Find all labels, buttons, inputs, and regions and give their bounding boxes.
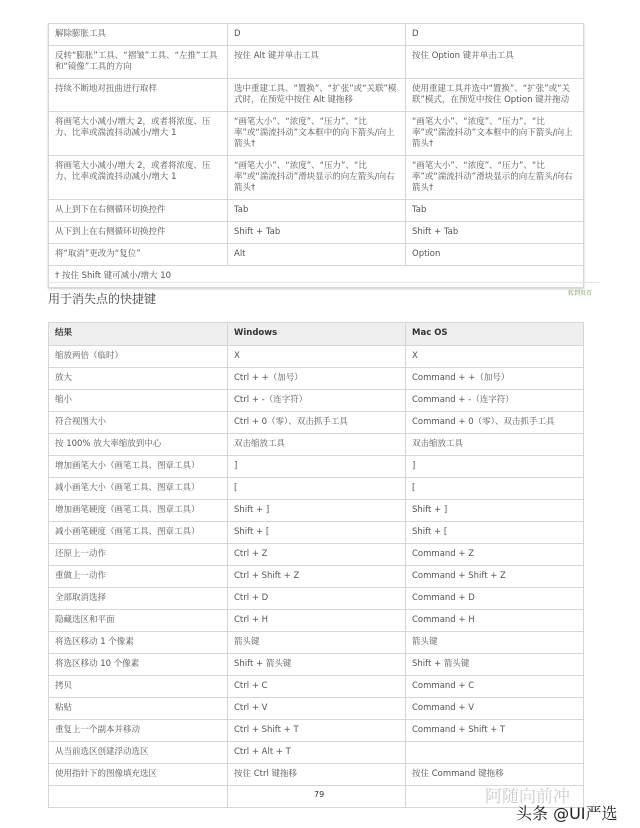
- table-row: [49, 478, 584, 500]
- table-row: [49, 544, 584, 566]
- table-row: [49, 412, 584, 434]
- table-cell: 持续不断地对扭曲进行取样: [49, 79, 228, 112]
- table-cell: 箭头键: [406, 632, 584, 654]
- table-cell: 将画笔大小减小/增大 2，或者将浓度、压力、比率或湍流抖动减小/增大 1: [49, 156, 228, 200]
- table-cell: [: [228, 478, 406, 500]
- table-cell: “画笔大小”、“浓度”、“压力”、“比率”或“湍流抖动”文本框中的向下箭头/向上箭头†: [228, 112, 406, 156]
- table-cell: Shift + Tab: [406, 222, 584, 244]
- table-row: [49, 46, 584, 79]
- table-cell: 双击缩放工具: [406, 434, 584, 456]
- watermark-text: 阿随向前冲: [485, 787, 570, 807]
- table-row: [49, 522, 584, 544]
- table-cell: “画笔大小”、“浓度”、“压力”、“比率”或“湍流抖动”滑块显示的向左箭头/向右箭头†: [228, 156, 406, 200]
- footnote-row: [49, 266, 584, 288]
- table-row: [49, 632, 584, 654]
- table-cell: 减小画笔硬度（画笔工具、图章工具）: [49, 522, 228, 544]
- table-cell: Shift + 箭头键: [228, 654, 406, 676]
- table-cell: 放大: [49, 368, 228, 390]
- section-title: 用于消失点的快捷键: [48, 292, 157, 306]
- table-row: [49, 390, 584, 412]
- table-cell: Shift + [: [406, 522, 584, 544]
- table-row: [49, 742, 584, 764]
- table-cell: 按住 Ctrl 键拖移: [228, 764, 406, 786]
- table-cell: 箭头键: [228, 632, 406, 654]
- table-cell: 减小画笔大小（画笔工具、图章工具）: [49, 478, 228, 500]
- table-cell: 将选区移动 1 个像素: [49, 632, 228, 654]
- table-cell: 缩放两倍（临时）: [49, 346, 228, 368]
- table-cell: Command + D: [406, 588, 584, 610]
- table-cell: 按住 Alt 键并单击工具: [228, 46, 406, 79]
- table-row: [49, 200, 584, 222]
- table-cell: Shift + Tab: [228, 222, 406, 244]
- table-cell: Command + Z: [406, 544, 584, 566]
- table-cell: Ctrl + Z: [228, 544, 406, 566]
- table-row: [49, 588, 584, 610]
- table-row: [49, 456, 584, 478]
- liquify-shortcuts-table: [48, 23, 584, 288]
- table-row: [49, 79, 584, 112]
- table-cell: 从下到上在右侧循环切换控件: [49, 222, 228, 244]
- vanishing-point-shortcuts-table: [48, 322, 584, 808]
- table-cell: X: [228, 346, 406, 368]
- table-cell: 按 100% 放大率缩放到中心: [49, 434, 228, 456]
- table-cell: Command + 0（零）、双击抓手工具: [406, 412, 584, 434]
- table-cell: X: [406, 346, 584, 368]
- table-row: [49, 654, 584, 676]
- table-cell: 选中重建工具、“置换”、“扩张”或“关联”模式时，在预览中按住 Alt 键拖移: [228, 79, 406, 112]
- table-cell: 粘贴: [49, 698, 228, 720]
- table-cell: [49, 786, 228, 808]
- table-cell: Command + H: [406, 610, 584, 632]
- table-cell: Shift + ]: [228, 500, 406, 522]
- table-cell: Command + +（加号）: [406, 368, 584, 390]
- table-cell: Ctrl + V: [228, 698, 406, 720]
- table-cell: 将“取消”更改为“复位”: [49, 244, 228, 266]
- table-cell: 从上到下在右侧循环切换控件: [49, 200, 228, 222]
- table-cell: Command + -（连字符）: [406, 390, 584, 412]
- table-row: [49, 610, 584, 632]
- table-cell: Ctrl + Shift + Z: [228, 566, 406, 588]
- table-cell: Command + C: [406, 676, 584, 698]
- table-cell: 反转“膨胀”工具、“褶皱”工具、“左推”工具和“镜像”工具的方向: [49, 46, 228, 79]
- table-row: [49, 244, 584, 266]
- table-cell: Option: [406, 244, 584, 266]
- table-cell: 增加画笔硬度（画笔工具、图章工具）: [49, 500, 228, 522]
- table-cell: 从当前选区创建浮动选区: [49, 742, 228, 764]
- table-cell: “画笔大小”、“浓度”、“压力”、“比率”或“湍流抖动”文本框中的向下箭头/向上箭头†: [406, 112, 584, 156]
- table-cell: 使用重建工具并选中“置换”、“扩张”或“关联”模式，在预览中按住 Option 键并拖动: [406, 79, 584, 112]
- table-cell: 符合视图大小: [49, 412, 228, 434]
- table-cell: Command + Shift + T: [406, 720, 584, 742]
- table-cell: Command + V: [406, 698, 584, 720]
- table-cell: 将选区移动 10 个像素: [49, 654, 228, 676]
- table-cell: 按住 Option 键并单击工具: [406, 46, 584, 79]
- table-cell: 将画笔大小减小/增大 2，或者将浓度、压力、比率或湍流抖动减小/增大 1: [49, 112, 228, 156]
- table-cell: 解除膨胀工具: [49, 24, 228, 46]
- table-cell: Shift + 箭头键: [406, 654, 584, 676]
- table-cell: 隐藏选区和平面: [49, 610, 228, 632]
- table-header-row: [49, 323, 584, 346]
- table-row: [49, 434, 584, 456]
- table-cell: D: [406, 24, 584, 46]
- table-row: [49, 156, 584, 200]
- table-cell: 拷贝: [49, 676, 228, 698]
- table-cell: Ctrl + Shift + T: [228, 720, 406, 742]
- section-divider: [48, 282, 600, 283]
- table-cell: 全部取消选择: [49, 588, 228, 610]
- table-cell: Ctrl + C: [228, 676, 406, 698]
- column-header: 结果: [49, 323, 228, 346]
- watermark-credit: 头条 @UI严选: [516, 804, 618, 823]
- column-header: Windows: [228, 323, 406, 346]
- footnote: † 按住 Shift 键可减小/增大 10: [49, 266, 584, 288]
- table-row: [49, 720, 584, 742]
- back-to-top-link[interactable]: 转到页首: [568, 290, 593, 297]
- table-cell: 增加画笔大小（画笔工具、图章工具）: [49, 456, 228, 478]
- table-row: [49, 566, 584, 588]
- table-row: [49, 500, 584, 522]
- table-cell: Ctrl + Alt + T: [228, 742, 406, 764]
- table-cell: Ctrl + -（连字符）: [228, 390, 406, 412]
- table-cell: ]: [228, 456, 406, 478]
- table-row: [49, 222, 584, 244]
- table-cell: 还原上一动作: [49, 544, 228, 566]
- table-cell: 按住 Command 键拖移: [406, 764, 584, 786]
- table-row: [49, 676, 584, 698]
- table-cell: 缩小: [49, 390, 228, 412]
- table-cell: ]: [406, 456, 584, 478]
- table-cell: Command + Shift + Z: [406, 566, 584, 588]
- table-cell: Ctrl + D: [228, 588, 406, 610]
- table-cell: [406, 742, 584, 764]
- table-row: [49, 112, 584, 156]
- table-row: [49, 24, 584, 46]
- page-number: 79: [314, 790, 325, 799]
- table-cell: Tab: [228, 200, 406, 222]
- table-cell: 重复上一个副本并移动: [49, 720, 228, 742]
- table-row: [49, 346, 584, 368]
- table-cell: [: [406, 478, 584, 500]
- table-row: [49, 698, 584, 720]
- table-cell: 使用指针下的图像填充选区: [49, 764, 228, 786]
- table-cell: Tab: [406, 200, 584, 222]
- table-cell: Ctrl + H: [228, 610, 406, 632]
- table-cell: “画笔大小”、“浓度”、“压力”、“比率”或“湍流抖动”滑块显示的向左箭头/向右箭头†: [406, 156, 584, 200]
- table-cell: 双击缩放工具: [228, 434, 406, 456]
- table-cell: D: [228, 24, 406, 46]
- table-cell: Ctrl + +（加号）: [228, 368, 406, 390]
- table-cell: Shift + [: [228, 522, 406, 544]
- column-header: Mac OS: [406, 323, 584, 346]
- table-cell: 重做上一动作: [49, 566, 228, 588]
- table-cell: Ctrl + 0（零）、双击抓手工具: [228, 412, 406, 434]
- table-row: [49, 368, 584, 390]
- table-cell: Shift + ]: [406, 500, 584, 522]
- table-cell: Alt: [228, 244, 406, 266]
